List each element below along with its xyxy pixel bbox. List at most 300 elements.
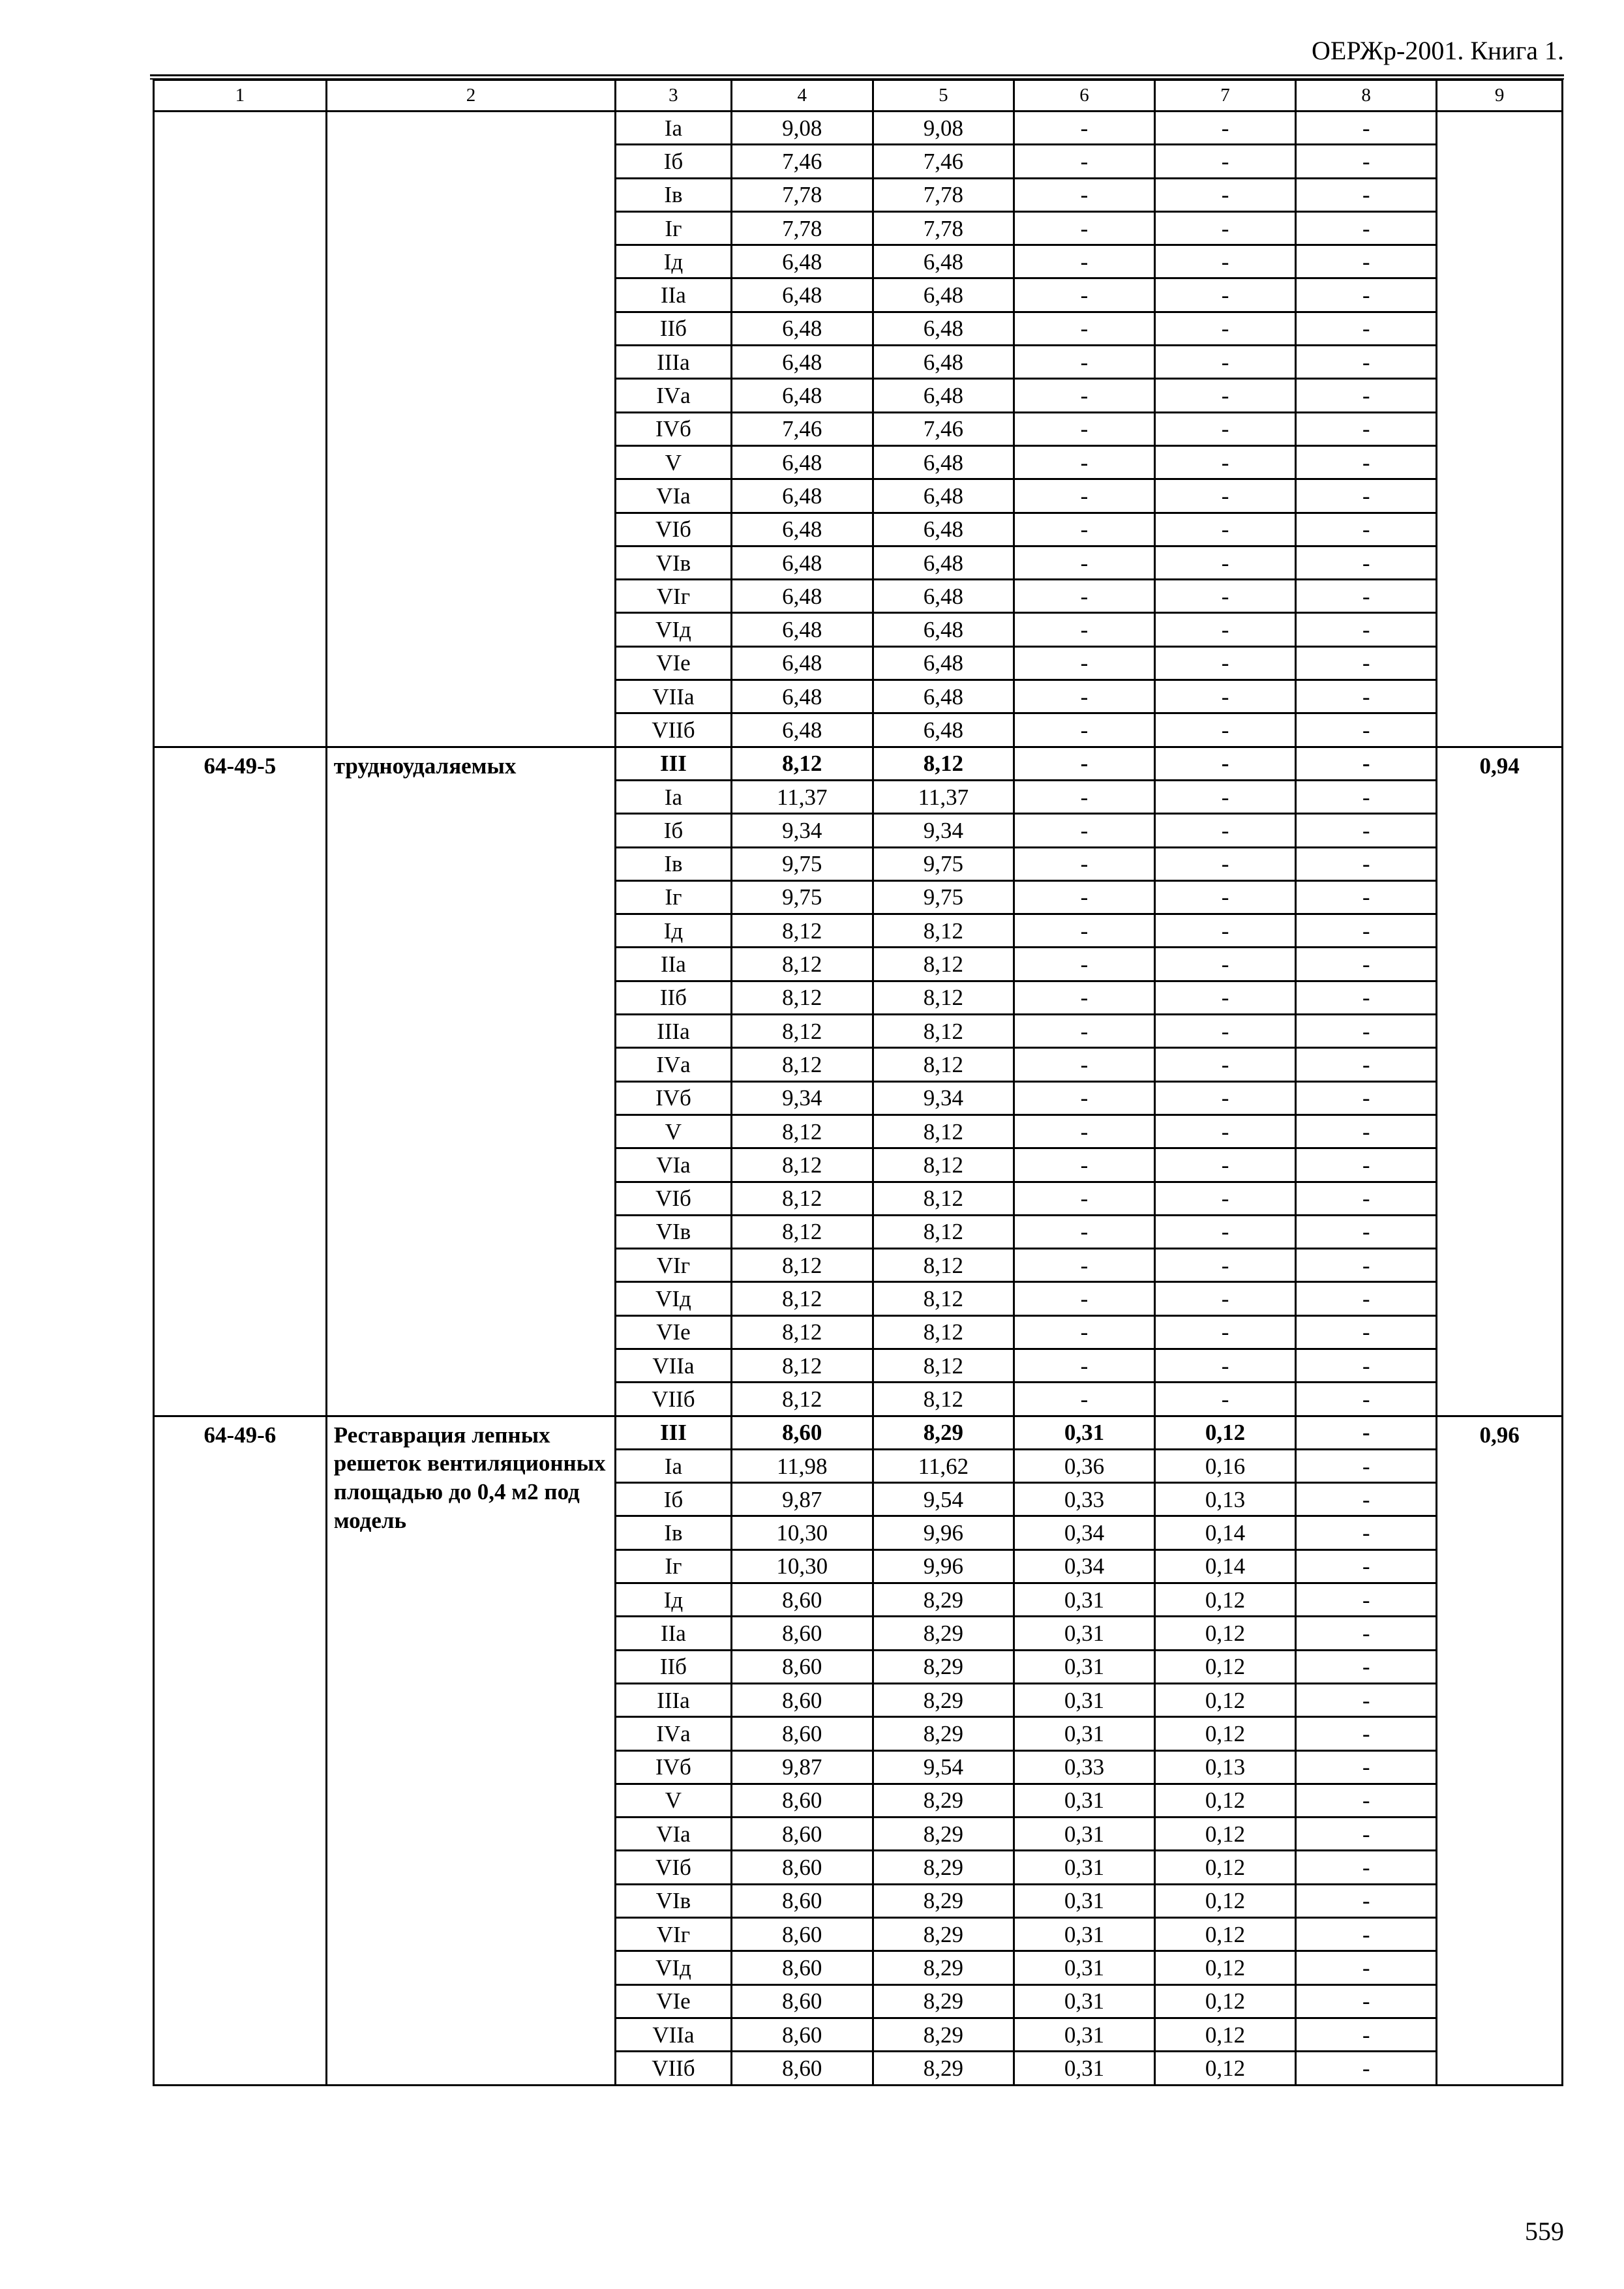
value-cell-4: 6,48 [731, 646, 873, 680]
value-cell-5: 8,29 [873, 1818, 1014, 1851]
value-cell-4: 9,34 [731, 814, 873, 847]
value-cell-7: 0,12 [1155, 2018, 1296, 2051]
zone-cell: VIа [616, 1148, 732, 1182]
value-cell-4: 6,48 [731, 479, 873, 513]
column-number: 6 [1014, 80, 1154, 112]
zone-cell: IIа [616, 278, 732, 312]
value-cell-7: 0,12 [1155, 1884, 1296, 1917]
value-cell-6: 0,31 [1014, 2018, 1154, 2051]
value-cell-8: - [1296, 1750, 1437, 1784]
zone-cell: VIд [616, 613, 732, 646]
value-cell-4: 8,12 [731, 1315, 873, 1349]
zone-cell: IVб [616, 412, 732, 445]
value-cell-8: - [1296, 1918, 1437, 1951]
value-cell-4: 8,60 [731, 1650, 873, 1683]
value-cell-7: - [1155, 914, 1296, 948]
value-cell-4: 8,60 [731, 1617, 873, 1650]
value-cell-5: 6,48 [873, 312, 1014, 345]
value-cell-5: 6,48 [873, 580, 1014, 613]
value-cell-5: 7,78 [873, 178, 1014, 211]
value-cell-4: 6,48 [731, 713, 873, 747]
zone-cell: Iд [616, 1583, 732, 1617]
value-cell-7: - [1155, 814, 1296, 847]
value-cell-6: 0,34 [1014, 1549, 1154, 1583]
value-cell-4: 8,60 [731, 1918, 873, 1951]
value-cell-5: 6,48 [873, 479, 1014, 513]
value-cell-5: 8,12 [873, 981, 1014, 1014]
value-cell-6: - [1014, 1048, 1154, 1081]
value-cell-6: 0,33 [1014, 1483, 1154, 1516]
value-cell-6: - [1014, 1349, 1154, 1382]
value-cell-7: 0,12 [1155, 1818, 1296, 1851]
value-cell-8: - [1296, 646, 1437, 680]
value-cell-5: 8,29 [873, 1884, 1014, 1917]
value-cell-5: 8,29 [873, 1583, 1014, 1617]
value-cell-8: - [1296, 1683, 1437, 1716]
zone-cell: VIв [616, 1884, 732, 1917]
value-cell-4: 6,48 [731, 245, 873, 278]
value-cell-6: 0,36 [1014, 1449, 1154, 1482]
value-cell-7: - [1155, 646, 1296, 680]
value-cell-8: - [1296, 1483, 1437, 1516]
norm-cell: 0,94 [1437, 747, 1563, 1416]
value-cell-4: 8,12 [731, 1048, 873, 1081]
value-cell-4: 8,12 [731, 747, 873, 780]
value-cell-6: - [1014, 445, 1154, 479]
value-cell-4: 8,60 [731, 1818, 873, 1851]
zone-cell: VIе [616, 1984, 732, 2018]
value-cell-7: - [1155, 1282, 1296, 1315]
value-cell-7: - [1155, 1148, 1296, 1182]
value-cell-5: 8,12 [873, 1383, 1014, 1416]
value-cell-5: 7,46 [873, 145, 1014, 178]
value-cell-4: 8,60 [731, 2052, 873, 2085]
value-cell-5: 6,48 [873, 346, 1014, 379]
document-header: ОЕРЖр-2001. Книга 1. [1312, 36, 1564, 65]
value-cell-7: - [1155, 1215, 1296, 1248]
value-cell-6: - [1014, 914, 1154, 948]
value-cell-6: 0,31 [1014, 1984, 1154, 2018]
value-cell-8: - [1296, 1249, 1437, 1282]
value-cell-4: 8,12 [731, 981, 873, 1014]
value-cell-4: 9,75 [731, 847, 873, 880]
value-cell-4: 8,12 [731, 1182, 873, 1215]
value-cell-8: - [1296, 680, 1437, 713]
value-cell-5: 8,29 [873, 2052, 1014, 2085]
value-cell-6: - [1014, 346, 1154, 379]
value-cell-7: - [1155, 880, 1296, 914]
value-cell-6: - [1014, 1015, 1154, 1048]
table-row [154, 747, 1563, 780]
value-cell-4: 11,98 [731, 1449, 873, 1482]
zone-cell: VIг [616, 1918, 732, 1951]
zone-cell: Iб [616, 145, 732, 178]
zone-cell: IVб [616, 1081, 732, 1115]
value-cell-6: - [1014, 145, 1154, 178]
value-cell-4: 6,48 [731, 445, 873, 479]
value-cell-7: - [1155, 1383, 1296, 1416]
value-cell-5: 9,96 [873, 1549, 1014, 1583]
value-cell-8: - [1296, 1617, 1437, 1650]
value-cell-6: - [1014, 1383, 1154, 1416]
value-cell-8: - [1296, 880, 1437, 914]
zone-cell: Iа [616, 1449, 732, 1482]
value-cell-6: - [1014, 814, 1154, 847]
value-cell-5: 6,48 [873, 680, 1014, 713]
zone-cell: VIIб [616, 2052, 732, 2085]
zone-cell: Iв [616, 847, 732, 880]
value-cell-8: - [1296, 580, 1437, 613]
value-cell-8: - [1296, 1282, 1437, 1315]
value-cell-7: - [1155, 948, 1296, 981]
value-cell-7: - [1155, 847, 1296, 880]
value-cell-7: - [1155, 513, 1296, 546]
value-cell-5: 6,48 [873, 713, 1014, 747]
value-cell-4: 8,60 [731, 1784, 873, 1817]
value-cell-5: 6,48 [873, 646, 1014, 680]
table-row [154, 112, 1563, 145]
value-cell-8: - [1296, 1583, 1437, 1617]
value-cell-5: 8,12 [873, 1349, 1014, 1382]
rate-code-cell: 64-49-6 [154, 1416, 327, 2085]
zone-cell: Iб [616, 1483, 732, 1516]
value-cell-4: 8,12 [731, 1383, 873, 1416]
value-cell-7: - [1155, 178, 1296, 211]
value-cell-4: 6,48 [731, 680, 873, 713]
value-cell-6: 0,31 [1014, 1416, 1154, 1449]
value-cell-5: 6,48 [873, 278, 1014, 312]
value-cell-8: - [1296, 1383, 1437, 1416]
value-cell-5: 9,08 [873, 112, 1014, 145]
value-cell-8: - [1296, 1449, 1437, 1482]
zone-cell: IIб [616, 1650, 732, 1683]
value-cell-8: - [1296, 713, 1437, 747]
zone-cell: V [616, 1115, 732, 1148]
value-cell-4: 9,34 [731, 1081, 873, 1115]
zone-cell: VIе [616, 1315, 732, 1349]
zone-cell: VIб [616, 1851, 732, 1884]
value-cell-5: 8,29 [873, 1650, 1014, 1683]
value-cell-7: 0,12 [1155, 1583, 1296, 1617]
value-cell-6: 0,31 [1014, 1683, 1154, 1716]
value-cell-7: 0,12 [1155, 1784, 1296, 1817]
zone-cell: Iг [616, 1549, 732, 1583]
column-number: 8 [1296, 80, 1437, 112]
zone-cell: VIIа [616, 1349, 732, 1382]
value-cell-5: 9,54 [873, 1483, 1014, 1516]
value-cell-8: - [1296, 1115, 1437, 1148]
value-cell-6: - [1014, 1081, 1154, 1115]
value-cell-4: 7,46 [731, 412, 873, 445]
value-cell-4: 11,37 [731, 780, 873, 813]
value-cell-6: 0,31 [1014, 1918, 1154, 1951]
rate-code-cell [154, 112, 327, 747]
norm-cell [1437, 112, 1563, 747]
zone-cell: VIг [616, 1249, 732, 1282]
value-cell-8: - [1296, 1951, 1437, 1984]
value-cell-6: 0,31 [1014, 1818, 1154, 1851]
value-cell-8: - [1296, 747, 1437, 780]
value-cell-7: - [1155, 613, 1296, 646]
value-cell-6: - [1014, 613, 1154, 646]
value-cell-6: - [1014, 1182, 1154, 1215]
value-cell-6: - [1014, 178, 1154, 211]
zone-cell: IVб [616, 1750, 732, 1784]
value-cell-7: - [1155, 780, 1296, 813]
column-number: 7 [1155, 80, 1296, 112]
zone-cell: IVа [616, 1717, 732, 1750]
value-cell-6: - [1014, 211, 1154, 245]
value-cell-5: 8,12 [873, 1249, 1014, 1282]
zone-cell: VIа [616, 1818, 732, 1851]
value-cell-8: - [1296, 1015, 1437, 1048]
value-cell-5: 8,12 [873, 914, 1014, 948]
value-cell-5: 6,48 [873, 379, 1014, 412]
value-cell-7: - [1155, 346, 1296, 379]
zone-cell: VIд [616, 1951, 732, 1984]
value-cell-8: - [1296, 1215, 1437, 1248]
value-cell-4: 6,48 [731, 580, 873, 613]
value-cell-5: 6,48 [873, 245, 1014, 278]
value-cell-4: 9,87 [731, 1750, 873, 1784]
value-cell-7: - [1155, 379, 1296, 412]
value-cell-5: 8,29 [873, 1984, 1014, 2018]
value-cell-6: 0,31 [1014, 1583, 1154, 1617]
value-cell-7: - [1155, 211, 1296, 245]
value-cell-5: 8,12 [873, 1148, 1014, 1182]
value-cell-5: 8,29 [873, 1717, 1014, 1750]
zone-cell: Iг [616, 880, 732, 914]
value-cell-6: - [1014, 278, 1154, 312]
value-cell-4: 9,87 [731, 1483, 873, 1516]
value-cell-7: - [1155, 1081, 1296, 1115]
value-cell-6: 0,31 [1014, 1951, 1154, 1984]
value-cell-6: 0,33 [1014, 1750, 1154, 1784]
zone-cell: VIIб [616, 713, 732, 747]
value-cell-7: 0,12 [1155, 1918, 1296, 1951]
value-cell-8: - [1296, 613, 1437, 646]
value-cell-7: - [1155, 445, 1296, 479]
value-cell-6: - [1014, 646, 1154, 680]
value-cell-4: 6,48 [731, 278, 873, 312]
value-cell-8: - [1296, 2018, 1437, 2051]
table-body [154, 80, 1563, 2086]
column-number: 3 [616, 80, 732, 112]
value-cell-8: - [1296, 178, 1437, 211]
value-cell-8: - [1296, 1081, 1437, 1115]
value-cell-4: 8,60 [731, 1851, 873, 1884]
value-cell-8: - [1296, 814, 1437, 847]
work-name-cell: Реставрация лепных решеток вентиляционных площадью до 0,4 м2 под модель [326, 1416, 615, 2085]
zone-cell: VIд [616, 1282, 732, 1315]
value-cell-4: 8,60 [731, 1416, 873, 1449]
value-cell-7: - [1155, 1182, 1296, 1215]
work-name-cell: трудноудаляемых [326, 747, 615, 1416]
value-cell-4: 8,12 [731, 1349, 873, 1382]
value-cell-4: 7,46 [731, 145, 873, 178]
value-cell-8: - [1296, 1516, 1437, 1549]
value-cell-5: 6,48 [873, 445, 1014, 479]
value-cell-4: 8,12 [731, 1282, 873, 1315]
zone-cell: VIг [616, 580, 732, 613]
value-cell-5: 7,46 [873, 412, 1014, 445]
value-cell-5: 9,34 [873, 1081, 1014, 1115]
value-cell-8: - [1296, 1984, 1437, 2018]
value-cell-5: 9,34 [873, 814, 1014, 847]
value-cell-4: 8,60 [731, 1951, 873, 1984]
value-cell-6: 0,34 [1014, 1516, 1154, 1549]
value-cell-8: - [1296, 245, 1437, 278]
value-cell-6: - [1014, 245, 1154, 278]
value-cell-5: 9,96 [873, 1516, 1014, 1549]
zone-cell: Iа [616, 112, 732, 145]
value-cell-7: 0,14 [1155, 1516, 1296, 1549]
value-cell-7: 0,12 [1155, 1416, 1296, 1449]
zone-cell: VIIб [616, 1383, 732, 1416]
zone-cell: VIе [616, 646, 732, 680]
value-cell-4: 6,48 [731, 613, 873, 646]
column-number-row [154, 80, 1563, 112]
value-cell-5: 8,12 [873, 747, 1014, 780]
value-cell-5: 9,54 [873, 1750, 1014, 1784]
value-cell-5: 8,12 [873, 1182, 1014, 1215]
value-cell-5: 8,12 [873, 1015, 1014, 1048]
value-cell-6: - [1014, 1115, 1154, 1148]
value-cell-5: 9,75 [873, 847, 1014, 880]
value-cell-7: - [1155, 412, 1296, 445]
value-cell-8: - [1296, 445, 1437, 479]
value-cell-6: - [1014, 1315, 1154, 1349]
value-cell-4: 9,08 [731, 112, 873, 145]
value-cell-6: - [1014, 713, 1154, 747]
zone-cell: VIIа [616, 680, 732, 713]
value-cell-8: - [1296, 1048, 1437, 1081]
rate-code-cell: 64-49-5 [154, 747, 327, 1416]
table-row [154, 1416, 1563, 1449]
zone-cell: VIб [616, 513, 732, 546]
value-cell-8: - [1296, 1182, 1437, 1215]
value-cell-7: 0,16 [1155, 1449, 1296, 1482]
value-cell-8: - [1296, 412, 1437, 445]
value-cell-6: - [1014, 580, 1154, 613]
value-cell-4: 8,60 [731, 1583, 873, 1617]
value-cell-7: - [1155, 580, 1296, 613]
value-cell-7: - [1155, 981, 1296, 1014]
value-cell-4: 6,48 [731, 513, 873, 546]
value-cell-4: 8,60 [731, 1984, 873, 2018]
value-cell-7: - [1155, 278, 1296, 312]
page-number: 559 [1525, 2217, 1564, 2246]
value-cell-7: 0,13 [1155, 1483, 1296, 1516]
value-cell-5: 8,12 [873, 1215, 1014, 1248]
value-cell-6: 0,31 [1014, 2052, 1154, 2085]
zone-cell: V [616, 445, 732, 479]
value-cell-6: 0,31 [1014, 1884, 1154, 1917]
value-cell-4: 8,60 [731, 1683, 873, 1716]
value-cell-4: 8,12 [731, 914, 873, 948]
value-cell-5: 8,12 [873, 1282, 1014, 1315]
value-cell-4: 8,60 [731, 1717, 873, 1750]
value-cell-4: 6,48 [731, 346, 873, 379]
zone-cell: Iд [616, 914, 732, 948]
value-cell-7: - [1155, 713, 1296, 747]
value-cell-4: 7,78 [731, 211, 873, 245]
zone-cell: III [616, 1416, 732, 1449]
value-cell-8: - [1296, 1717, 1437, 1750]
value-cell-6: - [1014, 379, 1154, 412]
value-cell-8: - [1296, 1884, 1437, 1917]
value-cell-8: - [1296, 1349, 1437, 1382]
value-cell-5: 11,37 [873, 780, 1014, 813]
value-cell-7: - [1155, 245, 1296, 278]
value-cell-6: 0,31 [1014, 1617, 1154, 1650]
value-cell-7: 0,12 [1155, 2052, 1296, 2085]
value-cell-7: - [1155, 747, 1296, 780]
value-cell-7: 0,12 [1155, 1650, 1296, 1683]
value-cell-6: - [1014, 412, 1154, 445]
value-cell-5: 7,78 [873, 211, 1014, 245]
norm-cell: 0,96 [1437, 1416, 1563, 2085]
value-cell-8: - [1296, 780, 1437, 813]
value-cell-4: 8,60 [731, 1884, 873, 1917]
value-cell-8: - [1296, 312, 1437, 345]
value-cell-4: 6,48 [731, 379, 873, 412]
value-cell-7: - [1155, 1015, 1296, 1048]
value-cell-8: - [1296, 1148, 1437, 1182]
column-number: 5 [873, 80, 1014, 112]
value-cell-6: - [1014, 513, 1154, 546]
zone-cell: Iа [616, 780, 732, 813]
zone-cell: IIб [616, 312, 732, 345]
value-cell-5: 8,12 [873, 948, 1014, 981]
value-cell-7: 0,12 [1155, 1617, 1296, 1650]
value-cell-6: - [1014, 880, 1154, 914]
value-cell-5: 8,29 [873, 1951, 1014, 1984]
value-cell-6: 0,31 [1014, 1650, 1154, 1683]
value-cell-7: - [1155, 546, 1296, 579]
value-cell-4: 8,60 [731, 2018, 873, 2051]
value-cell-6: - [1014, 312, 1154, 345]
value-cell-6: - [1014, 780, 1154, 813]
value-cell-5: 8,29 [873, 1617, 1014, 1650]
value-cell-6: - [1014, 847, 1154, 880]
value-cell-8: - [1296, 981, 1437, 1014]
value-cell-6: 0,31 [1014, 1717, 1154, 1750]
value-cell-5: 9,75 [873, 880, 1014, 914]
value-cell-4: 6,48 [731, 312, 873, 345]
value-cell-8: - [1296, 1650, 1437, 1683]
value-cell-7: - [1155, 1349, 1296, 1382]
value-cell-5: 8,12 [873, 1315, 1014, 1349]
zone-cell: VIIа [616, 2018, 732, 2051]
value-cell-8: - [1296, 948, 1437, 981]
value-cell-8: - [1296, 1851, 1437, 1884]
zone-cell: IIа [616, 1617, 732, 1650]
value-cell-7: 0,14 [1155, 1549, 1296, 1583]
value-cell-7: - [1155, 112, 1296, 145]
value-cell-4: 6,48 [731, 546, 873, 579]
column-number: 1 [154, 80, 327, 112]
column-number: 4 [731, 80, 873, 112]
zone-cell: VIв [616, 1215, 732, 1248]
value-cell-5: 6,48 [873, 613, 1014, 646]
value-cell-6: - [1014, 948, 1154, 981]
value-cell-8: - [1296, 278, 1437, 312]
value-cell-6: - [1014, 479, 1154, 513]
zone-cell: IIIа [616, 1683, 732, 1716]
value-cell-5: 6,48 [873, 513, 1014, 546]
zone-cell: IIIа [616, 346, 732, 379]
